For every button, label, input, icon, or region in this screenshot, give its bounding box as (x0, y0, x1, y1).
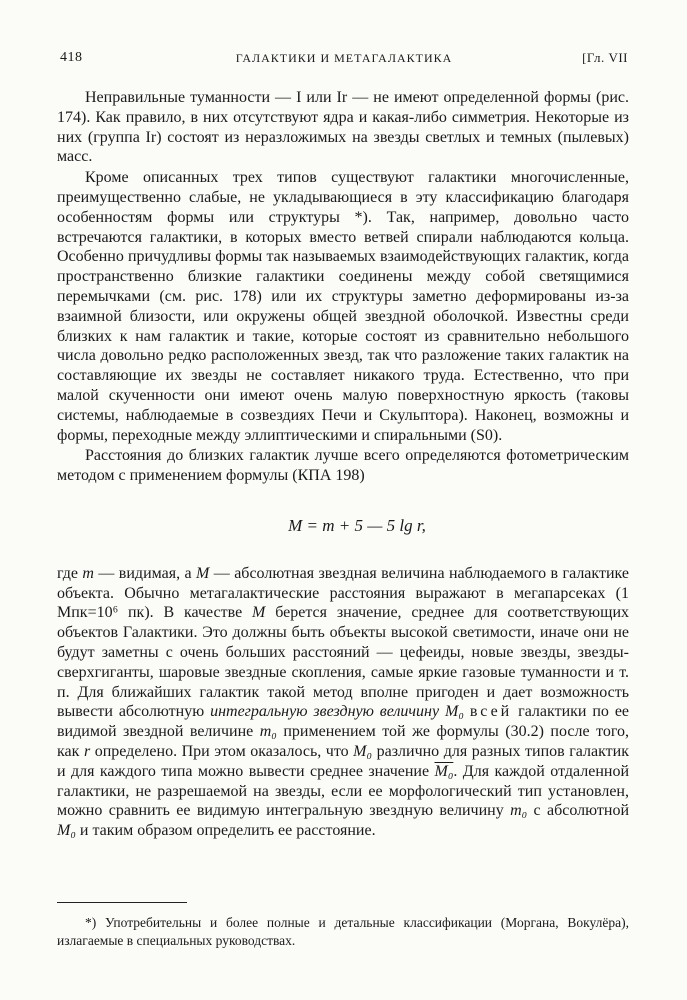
symbol-m0: m₀ (259, 723, 277, 741)
text-run: определено. При этом оказалось, что (90, 742, 354, 760)
page-header (60, 50, 628, 68)
footnote-divider (57, 902, 187, 903)
paragraph-other-types: Кроме описанных трех типов существуют галактики многочисленные, преимущественно слабые, не укладывающиеся в эту классификацию благодаря особенностям формы или структуры *). Так, например, довольно часто встречаются галактики, в которых вместо ветвей спирали наблюдаются кольца. Особенно причудливы формы так называемых взаимодействующих галактик, когда пространственно близкие галактики соединены между собой светящимися перемычками (см. рис. 178) или их структуры заметно деформированы из-за взаимной близости, или окружены общей звездной оболочкой. Известны среди близких к нам галактик и такие, которые состоят из сравнительно небольшого числа довольно редко расположенных звезд, так что разложение таких галактик на составляющие их звезды не составляет никакого труда. Естественно, что при малой скученности они имеют очень малую поверхностную яркость (таковы системы, наблюдаемые в созвездиях Печи и Скульптора). Наконец, возможны и формы, переходные между эллиптическими и спиральными (S0). (57, 169, 629, 444)
chapter-label: [Гл. VII (582, 50, 628, 65)
symbol-m0: m₀ (510, 802, 528, 820)
paragraph-distances: Расстояния до близких галактик лучше всего определяются фотометрическим методом с применением формулы (КПА 198) (57, 447, 629, 485)
text-run: — абсолютная звездная величина наблюдаемого в галактике объекта. Обычно метагалактические расстояния выражают в мегапарсеках (1 Мпк=10⁶ пк). В качестве (57, 564, 629, 622)
symbol-M0: M₀ (57, 822, 76, 840)
symbol-M: M (196, 564, 210, 582)
text-run: и таким образом определить ее расстояние. (75, 822, 376, 840)
text-run: с абсолютной (527, 802, 630, 820)
running-title: ГАЛАКТИКИ И МЕТАГАЛАКТИКА (235, 51, 453, 65)
paragraph-irregular-nebulae: Неправильные туманности — I или Ir — не имеют определенной формы (рис. 174). Как правило, в них отсутствуют ядра и какая-либо симметрия. Некоторые из них (группа Ir) состоят из неразложимых на звезды светлых и темных (пылевых) масс. (57, 89, 629, 166)
text-run: галактики по ее видимой звездной величине (57, 703, 630, 741)
symbol-M: M (252, 604, 266, 622)
page-number: 418 (60, 50, 83, 65)
symbol-m: m (82, 564, 94, 582)
symbol-M0: M₀ (439, 703, 464, 721)
text-run: берется значение, среднее для соответствующих объектов Галактики. Это должны быть объекты высокой светимости, иначе они не будут заметны с очень больших расстояний — цефеиды, новые звезды, звезды-сверхгиганты, шаровые звездные скопления, самые яркие газовые туманности и т. п. Для ближайших галактик такой метод вполне пригоден и дает возможность вывести абсолютную (57, 604, 630, 721)
integral-magnitude-term: интегральную звездную величину (210, 703, 440, 721)
paragraph-formula-explanation (57, 564, 629, 841)
symbol-M0-mean: M₀ (434, 762, 454, 780)
distance-formula: M = m + 5 — 5 lg r, (288, 515, 426, 535)
main-text (57, 88, 629, 841)
text-run: где (57, 564, 83, 582)
symbol-r: r (83, 742, 91, 760)
text-run: . Для каждой отдаленной галактики, не разрешаемой на звезды, если ее морфологический тип установлен, можно сравнить ее видимую интегральную звездную величину (57, 762, 630, 820)
spaced-word-vsey: всей (469, 703, 513, 721)
text-run: — видимая, а (93, 564, 197, 582)
text-run: применением той же формулы (30.2) после того, как (57, 723, 630, 760)
symbol-M0: M₀ (353, 742, 373, 760)
text-run: различно для разных типов галактик и для каждого типа можно вывести среднее значение (57, 742, 630, 780)
footnote: *) Употребительны и более полные и детальные классификации (Моргана, Вокулёра), излагаемые в специальных руководствах. (57, 915, 629, 948)
